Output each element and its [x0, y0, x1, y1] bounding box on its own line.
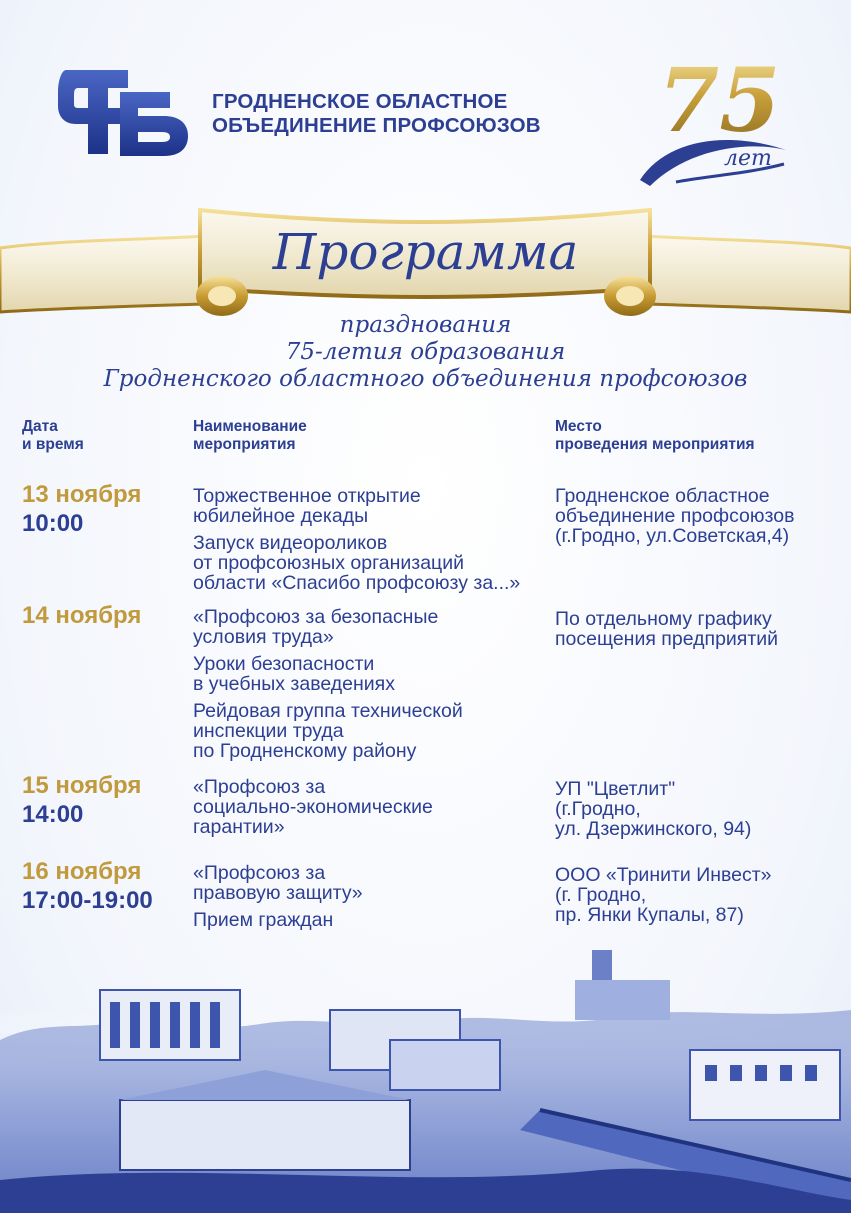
row4-date-time: 17:00-19:00 — [22, 887, 153, 914]
org-name-line2: ОБЪЕДИНЕНИЕ ПРОФСОЮЗОВ — [212, 114, 541, 137]
event-line: «Профсоюз за безопасные — [193, 606, 439, 628]
event-line: юбилейное декады — [193, 505, 369, 527]
place-line: Гродненское областное — [555, 485, 770, 507]
place-line: (г. Гродно, — [555, 884, 647, 906]
row4-date — [22, 857, 153, 915]
row1-date-time: 10:00 — [22, 510, 84, 537]
city-panorama-image — [0, 950, 851, 1213]
event-line: инспекции труда — [193, 720, 344, 742]
header-place — [555, 418, 755, 454]
place-line: ООО «Тринити Инвест» — [555, 864, 772, 886]
event-block — [193, 654, 463, 694]
anniversary-word: лет — [724, 146, 772, 171]
event-line: Уроки безопасности — [193, 653, 375, 675]
row4-date-day: 16 ноября — [22, 858, 142, 885]
row1-date — [22, 480, 141, 538]
event-block — [193, 533, 520, 593]
event-line: от профсоюзных организаций — [193, 552, 465, 574]
row4-place — [555, 865, 772, 925]
header-date — [22, 418, 84, 454]
row3-events — [193, 777, 433, 844]
event-line: в учебных заведениях — [193, 673, 395, 695]
event-block — [193, 607, 463, 647]
place-line: пр. Янки Купалы, 87) — [555, 904, 744, 926]
event-line: Торжественное открытие — [193, 485, 421, 507]
event-block — [193, 777, 433, 837]
event-line: Запуск видеороликов — [193, 532, 388, 554]
org-name-line1: ГРОДНЕНСКОЕ ОБЛАСТНОЕ — [212, 90, 508, 113]
event-line: области «Спасибо профсоюзу за...» — [193, 572, 521, 594]
header-event-name — [193, 418, 307, 454]
header-place-line1: Место — [555, 418, 602, 435]
row2-date-day: 14 ноября — [22, 602, 142, 629]
place-line: (г.Гродно, — [555, 798, 641, 820]
event-line: гарантии» — [193, 816, 285, 838]
place-line: посещения предприятий — [555, 628, 779, 650]
header-name-line2: мероприятия — [193, 436, 296, 453]
program-title: Программа — [272, 223, 579, 281]
header-date-line1: Дата — [22, 418, 58, 435]
event-line: по Гродненскому району — [193, 740, 417, 762]
row3-date — [22, 771, 141, 829]
event-line: «Профсоюз за — [193, 776, 326, 798]
event-block — [193, 863, 363, 903]
event-block — [193, 910, 363, 930]
row3-place — [555, 779, 751, 839]
row3-date-time: 14:00 — [22, 801, 84, 828]
row2-place — [555, 609, 778, 649]
place-line: объединение профсоюзов — [555, 505, 795, 527]
row1-date-day: 13 ноября — [22, 481, 142, 508]
organization-name — [212, 90, 541, 138]
event-line: Прием граждан — [193, 909, 334, 931]
subtitle-line2: 75-летия образования — [285, 339, 566, 365]
row2-events — [193, 607, 463, 768]
event-line: «Профсоюз за — [193, 862, 326, 884]
anniversary-emblem — [636, 50, 796, 190]
row1-place — [555, 486, 794, 546]
event-block — [193, 486, 520, 526]
row1-events — [193, 486, 520, 600]
place-line: По отдельному графику — [555, 608, 772, 630]
anniversary-number: 75 — [658, 48, 781, 152]
row4-events — [193, 863, 363, 937]
row2-date — [22, 601, 141, 630]
event-line: социально-экономические — [193, 796, 433, 818]
subtitle-line1: празднования — [339, 312, 512, 338]
event-line: условия труда» — [193, 626, 334, 648]
logo-text: ФПБ — [58, 62, 61, 63]
header-place-line2: проведения мероприятия — [555, 436, 755, 453]
header-name-line1: Наименование — [193, 418, 307, 435]
fpb-logo — [58, 62, 190, 162]
header-date-line2: и время — [22, 436, 84, 453]
subtitle-line3: Гродненского областного объединения профсоюзов — [103, 366, 748, 392]
place-line: ул. Дзержинского, 94) — [555, 818, 752, 840]
event-block — [193, 701, 463, 761]
event-line: правовую защиту» — [193, 882, 363, 904]
event-line: Рейдовая группа технической — [193, 700, 463, 722]
place-line: УП "Цветлит" — [555, 778, 676, 800]
row3-date-day: 15 ноября — [22, 772, 142, 799]
place-line: (г.Гродно, ул.Советская,4) — [555, 525, 790, 547]
